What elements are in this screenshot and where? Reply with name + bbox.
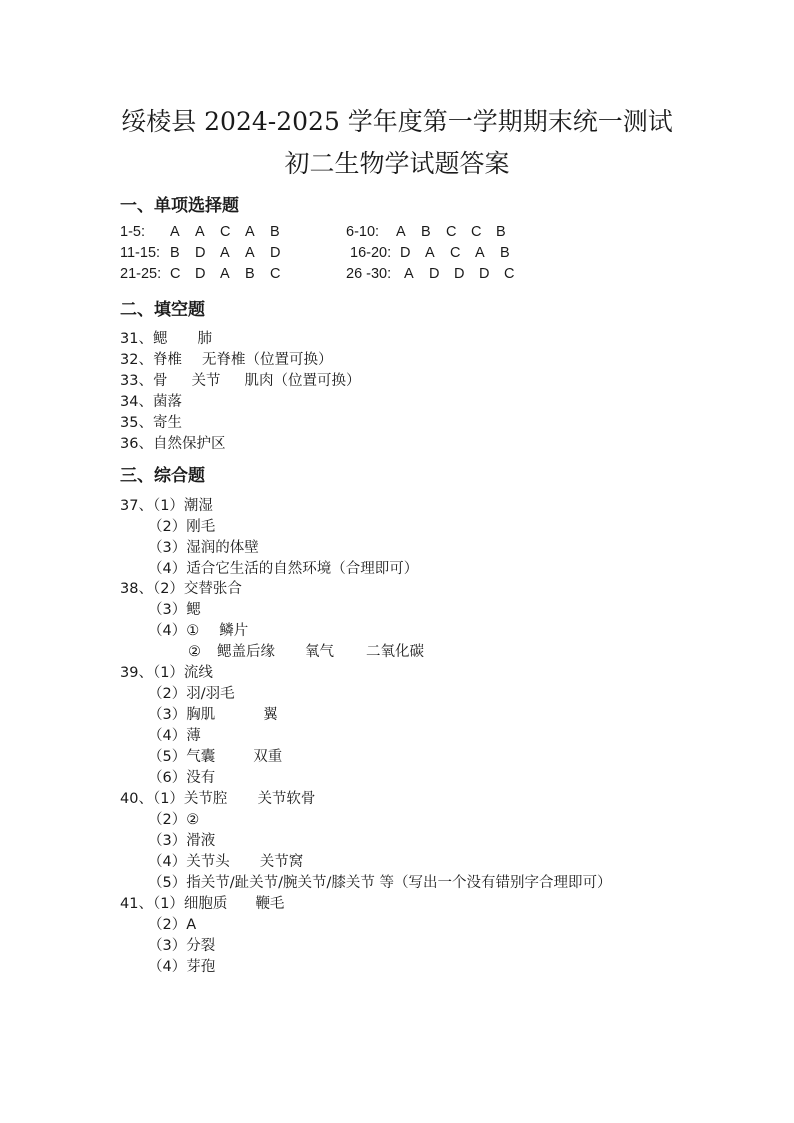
answer-line-32 [120,348,332,369]
answer-text: （4）关节头 [148,854,230,870]
answer-text: （1）细胞质 [152,896,228,912]
question-number: 34、 [120,394,153,410]
mc-answer: B [270,224,280,240]
question-number: 39、 [120,665,153,681]
question-number: 32、 [120,352,153,368]
mc-range-label: 6-10: [346,224,380,240]
mc-answer: A [220,266,230,282]
question-number: 37、 [120,498,153,514]
document-subtitle: 初二生物学试题答案 [284,149,510,178]
question-number: 41、 [120,896,153,912]
answer-text: 骨 [152,373,168,389]
answer-line-39-2: （2）羽/羽毛 [148,686,235,702]
answer-line-37-4: （4）适合它生活的自然环境（合理即可） [148,561,419,577]
answer-line-41-1 [120,892,284,913]
mc-range-label: 21-25: [120,266,162,282]
answer-text: 无脊椎（位置可换） [201,352,333,368]
part-label: ② [188,644,201,660]
mc-answer: C [504,266,515,282]
mc-answer: A [475,245,485,261]
answer-text: 氧气 [305,644,334,660]
answer-text: （3）胸肌 [148,707,216,723]
answer-line-41-3: （3）分裂 [148,938,216,954]
answer-line-40-5: （5）指关节/趾关节/腕关节/膝关节 等（写出一个没有错别字合理即可） [148,875,612,891]
answer-text: 自然保护区 [152,436,226,452]
question-number: 35、 [120,415,153,431]
mc-range-label: 1-5: [120,224,145,240]
answer-text: （2）交替张合 [152,581,242,597]
answer-text: 鳞片 [219,623,249,639]
mc-range-label: 26 -30: [346,266,392,282]
question-number: 40、 [120,791,153,807]
mc-answer: A [195,224,205,240]
mc-answer: D [195,245,206,261]
answer-line-38-4a [148,619,248,640]
answer-line-40-1 [120,787,315,808]
answer-line-38-4b [188,640,424,661]
answer-text: 鳃 [152,331,168,347]
answer-text: 关节软骨 [257,791,316,807]
answer-line-41-2: （2）A [148,917,197,933]
section-heading-multiple-choice: 一、单项选择题 [120,196,239,216]
mc-answer: A [404,266,414,282]
answer-line-37-1 [120,494,213,515]
question-number: 38、 [120,581,153,597]
mc-row-21-25 [120,266,295,282]
mc-range-label: 16-20: [350,245,392,261]
answer-line-39-1 [120,661,213,682]
answer-line-37-2: （2）刚毛 [148,519,216,535]
mc-row-16-20 [350,245,525,261]
mc-answer: D [454,266,465,282]
mc-answer: A [220,245,230,261]
answer-line-38-2 [120,577,242,598]
mc-answer: C [220,224,231,240]
mc-answer: D [195,266,206,282]
answer-text: 肌肉（位置可换） [244,373,361,389]
mc-answer: B [496,224,506,240]
answer-line-40-3: （3）滑液 [148,833,216,849]
question-number: 33、 [120,373,153,389]
answer-text: （1）潮湿 [152,498,213,514]
answer-line-39-4: （4）薄 [148,728,201,744]
answer-text: 寄生 [152,415,182,431]
answer-line-36 [120,432,225,453]
answer-text: （1）流线 [152,665,213,681]
answer-text: 关节窝 [259,854,304,870]
answer-line-40-2: （2）② [148,812,200,828]
mc-row-6-10 [346,224,521,240]
answer-line-33 [120,369,360,390]
mc-answer: C [471,224,482,240]
answer-line-37-3: （3）湿润的体壁 [148,540,259,556]
mc-answer: B [500,245,510,261]
answer-text: 鞭毛 [255,896,285,912]
answer-line-31 [120,327,212,348]
mc-answer: B [170,245,180,261]
answer-text: 鳃盖后缘 [217,644,275,660]
mc-answer: D [479,266,490,282]
mc-answer: C [170,266,181,282]
answer-text: 翼 [263,707,278,723]
mc-answer: A [245,224,255,240]
part-label: （4）① [148,623,200,639]
question-number: 31、 [120,331,153,347]
answer-text: （5）气囊 [148,749,216,765]
answer-text: （1）关节腔 [152,791,228,807]
mc-answer: A [245,245,255,261]
section-heading-comprehensive: 三、综合题 [120,466,205,486]
mc-answer: A [425,245,435,261]
mc-answer: C [450,245,461,261]
question-number: 36、 [120,436,153,452]
answer-text: 肺 [197,331,212,347]
mc-range-label: 11-15: [120,245,161,261]
mc-row-26-30 [346,266,529,282]
section-heading-fill-blank: 二、填空题 [120,300,205,320]
answer-text: 关节 [191,373,221,389]
answer-line-35 [120,411,182,432]
answer-line-39-6: （6）没有 [148,770,216,786]
document-title: 绥棱县 2024-2025 学年度第一学期期末统一测试 [121,107,673,136]
mc-row-11-15 [120,245,295,261]
answer-text: 二氧化碳 [366,644,424,660]
mc-answer: C [270,266,281,282]
answer-line-39-3 [148,703,278,724]
mc-answer: C [446,224,457,240]
mc-answer: B [421,224,431,240]
answer-line-40-4 [148,850,303,871]
mc-answer: B [245,266,255,282]
mc-answer: A [396,224,406,240]
mc-answer: D [270,245,281,261]
answer-text: 双重 [253,749,283,765]
mc-answer: D [400,245,411,261]
mc-answer: A [170,224,180,240]
answer-line-38-3: （3）鳃 [148,602,201,618]
answer-line-34 [120,390,182,411]
answer-text: 脊椎 [152,352,182,368]
mc-row-1-5 [120,224,295,240]
mc-answer: D [429,266,440,282]
answer-line-39-5 [148,745,282,766]
answer-text: 菌落 [152,394,182,410]
answer-line-41-4: （4）芽孢 [148,959,216,975]
